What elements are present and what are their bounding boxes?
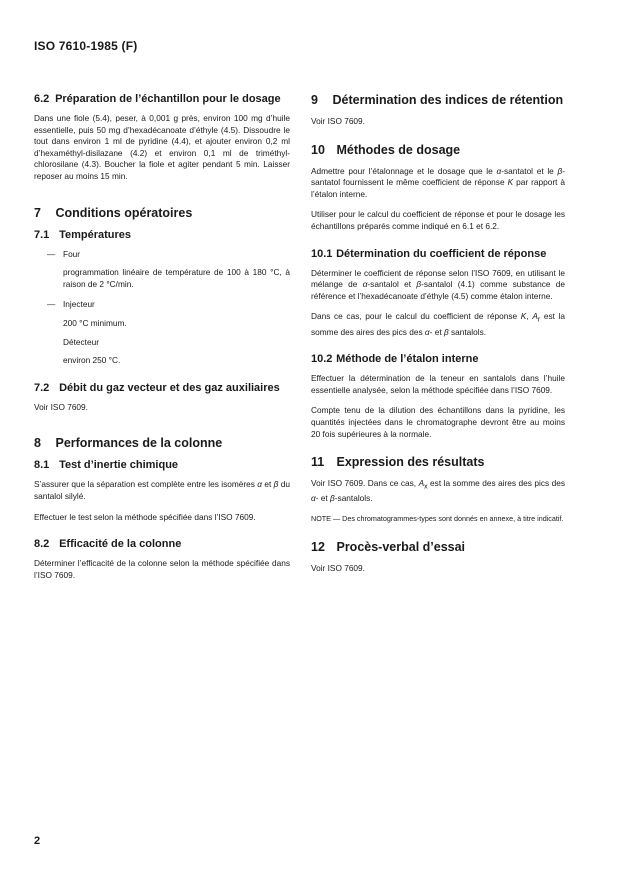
section-title: Préparation de l’échantillon pour le dosage — [55, 93, 281, 105]
section-10-1-heading — [311, 248, 565, 261]
section-8-2-heading — [34, 538, 290, 551]
page-number: 2 — [34, 835, 41, 847]
section-6-2-heading — [34, 93, 290, 106]
section-11-body: Voir ISO 7609. Dans ce cas, $A_x$ est la somme des aires des pics des α- et β-santalols. — [311, 478, 565, 504]
section-8-1-body-a: S’assurer que la séparation est complète entre les isomères α et β du santalol silylé. — [34, 479, 290, 501]
section-7-2-heading — [34, 382, 290, 395]
section-number: 7.1 — [34, 228, 50, 241]
section-title: Détermination du coefficient de réponse — [336, 247, 547, 260]
section-7-heading — [34, 206, 290, 220]
four-value: programmation linéaire de température de 100 à 180 °C, à raison de 2 °C/min. — [63, 267, 290, 289]
section-10-body-b: Utiliser pour le calcul du coefficient de réponse et pour le dosage les échantillons préparés comme indiqué en 6.1 et 6.2. — [311, 209, 565, 231]
section-title: Test d’inertie chimique — [59, 459, 179, 472]
section-number: 12 — [311, 540, 325, 554]
section-number: 7.2 — [34, 381, 50, 394]
section-12-heading — [311, 540, 565, 554]
section-number: 10 — [311, 142, 325, 157]
detecteur-value: environ 250 °C. — [63, 355, 121, 366]
section-number: 7 — [34, 205, 41, 220]
section-title: Méthodes de dosage — [336, 142, 461, 157]
section-8-2-body: Déterminer l’efficacité de la colonne selon la méthode spécifiée dans l’ISO 7609. — [34, 558, 290, 580]
section-number: 6.2 — [34, 93, 50, 105]
section-10-2-body-a: Effectuer la détermination de la teneur en santalols dans l’huile essentielle analysée, selon la méthode spécifiée dans l’ISO 7609. — [311, 373, 565, 395]
left-column — [34, 93, 290, 590]
section-9-heading — [311, 93, 565, 107]
section-8-heading — [34, 436, 290, 450]
section-number: 8.2 — [34, 538, 50, 551]
injecteur-label: Injecteur — [63, 299, 95, 310]
section-10-1-body-b: Dans ce cas, pour le calcul du coefficient de réponse K, $A_r$ est la somme des aires des pics des α- et β santalols. — [311, 311, 566, 337]
section-title: Méthode de l’étalon interne — [336, 353, 479, 366]
section-10-1-body-a: Déterminer le coefficient de réponse selon l’ISO 7609, en utilisant le mélange de α-santalol et β-santalol (4.1) comme substance de référence et l’hexadécanoate d’éthyle (4.5) comme étalon interne. — [311, 267, 565, 301]
section-title: Températures — [59, 228, 131, 241]
section-11-note: NOTE — Des chromatogrammes-types sont donnés en annexe, à titre indicatif. — [311, 514, 564, 523]
section-6-2-body: Dans une fiole (5.4), peser, à 0,001 g près, environ 100 mg d’huile essentielle, puis 50 mg d’hexadécanoate d’éthyle (4.5). Dissoudre le tout dans environ 1 ml de pyridine (4.4), et ajouter environ 0,2 ml d’hexaméthyl-disilazane (4.2) et environ 0,1 ml de triméthyl-chlorosilane (4.3). Boucher la fiole et agiter pendant 5 min. Laisser reposer au moins 15 min. — [34, 113, 290, 181]
section-number: 11 — [311, 455, 325, 470]
detecteur-label: Détecteur — [63, 336, 99, 347]
section-9-body: Voir ISO 7609. — [311, 116, 365, 126]
section-10-2-heading — [311, 353, 565, 366]
section-number: 10.1 — [311, 247, 333, 260]
section-8-1-heading — [34, 459, 290, 472]
right-column — [311, 93, 565, 584]
section-8-1-body-b: Effectuer le test selon la méthode spécifiée dans l’ISO 7609. — [34, 511, 256, 522]
section-7-1-heading — [34, 229, 290, 242]
section-title: Procès-verbal d’essai — [336, 540, 466, 554]
section-10-2-body-b: Compte tenu de la dilution des échantillons dans la pyridine, les quantités injectées dans le chromatographe devront être au moins 20 fois supérieures à la normale. — [311, 405, 565, 439]
section-7-2-body: Voir ISO 7609. — [34, 401, 88, 412]
section-title: Performances de la colonne — [55, 436, 223, 451]
section-number: 8.1 — [34, 459, 50, 472]
section-title: Détermination des indices de rétention — [332, 93, 564, 107]
section-11-heading — [311, 455, 565, 469]
section-number: 8 — [34, 436, 41, 451]
section-number: 9 — [311, 93, 318, 107]
section-title: Débit du gaz vecteur et des gaz auxiliaires — [59, 381, 280, 394]
injecteur-value: 200 °C minimum. — [63, 317, 127, 328]
section-number: 10.2 — [311, 353, 333, 366]
section-10-body-a: Admettre pour l’étalonnage et le dosage que le α-santatol et le β-santatol fournissent le même coefficient de réponse K par rapport à l’étalon interne. — [311, 165, 565, 199]
list-item-four — [34, 249, 290, 291]
section-title: Expression des résultats — [336, 455, 485, 470]
dash-bullet: — — [47, 299, 56, 310]
section-10-heading — [311, 143, 565, 157]
list-item-injecteur — [34, 299, 290, 366]
dash-bullet: — — [47, 248, 56, 259]
section-12-body: Voir ISO 7609. — [311, 563, 365, 573]
document-id-header: ISO 7610-1985 (F) — [34, 39, 138, 53]
section-title: Conditions opératoires — [55, 205, 193, 220]
section-title: Efficacité de la colonne — [59, 538, 182, 551]
four-label: Four — [63, 248, 81, 259]
